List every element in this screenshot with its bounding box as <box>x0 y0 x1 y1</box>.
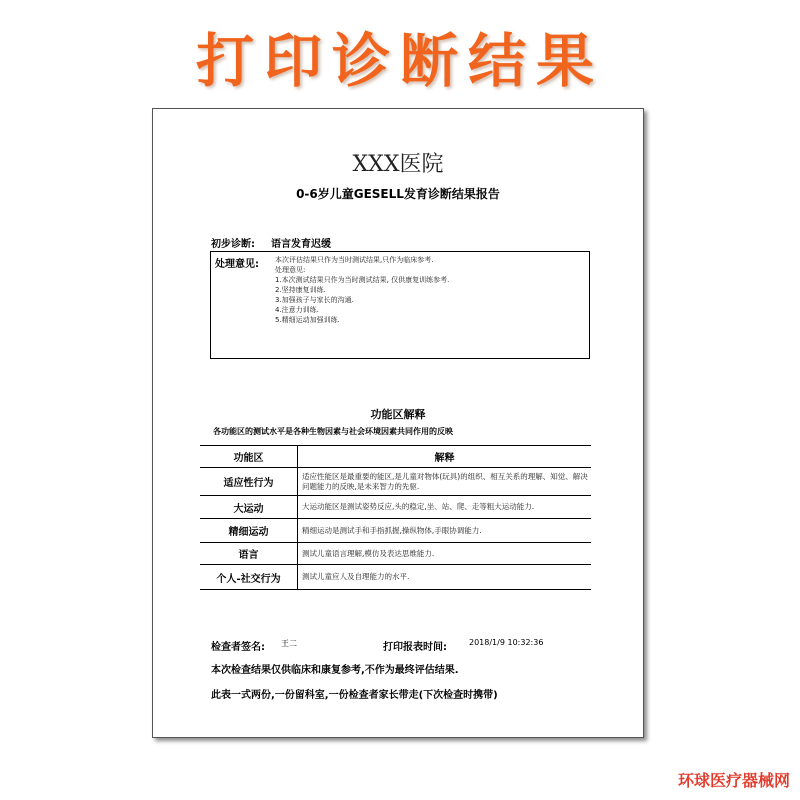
area-desc: 精细运动是测试手和手指抓握,操纵物体,手眼协调能力. <box>298 519 592 543</box>
report-page <box>152 108 644 738</box>
banner-title: 打印诊断结果 <box>195 27 604 95</box>
signature-value: 王二 <box>281 639 297 648</box>
diagnosis-value: 语言发育迟缓 <box>271 239 331 250</box>
area-desc: 测试儿童语言理解,模仿及表达思维能力. <box>298 543 592 565</box>
area-desc: 适应性能区是最重要的能区,是儿童对物体(玩具)的组织、相互关系的理解、知觉、解决问题能力的反映,是未来智力的先驱. <box>298 468 592 496</box>
hospital-name: XXX医院 <box>352 152 444 177</box>
opinion-line: 4.注意力训练. <box>275 306 319 314</box>
table-header-area: 功能区 <box>200 446 298 468</box>
opinion-line: 本次评估结果只作为当时测试结果,只作为临床参考. <box>275 256 434 264</box>
functional-area-title: 功能区解释 <box>370 408 426 421</box>
report-title: 0-6岁儿童GESELL发育诊断结果报告 <box>296 187 500 201</box>
opinion-line: 3.加强孩子与家长的沟通. <box>275 296 354 304</box>
print-time-value: 2018/1/9 10:32:36 <box>469 638 544 647</box>
print-time-label: 打印报表时间: <box>383 642 447 653</box>
area-name: 语言 <box>200 543 298 565</box>
area-name: 适应性行为 <box>200 468 298 496</box>
opinion-line: 1.本次测试结果只作为当时测试结果, 仅供康复训练参考. <box>275 276 450 284</box>
opinion-line: 5.精细运动加强训练. <box>275 316 340 324</box>
disclaimer-note: 本次检查结果仅供临床和康复参考,不作为最终评估结果. <box>211 665 459 676</box>
table-row <box>200 496 591 519</box>
area-name: 个人-社交行为 <box>200 565 298 590</box>
opinion-line: 处理意见: <box>275 266 306 274</box>
table-row <box>200 543 591 565</box>
copy-note: 此表一式两份,一份留科室,一份检查者家长带走(下次检查时携带) <box>211 690 498 701</box>
opinion-label: 处理意见: <box>215 259 259 270</box>
table-row <box>200 468 591 496</box>
table-row <box>200 565 591 590</box>
signature-label: 检查者签名: <box>211 642 265 653</box>
watermark: 环球医疗器械网 <box>677 771 790 790</box>
diagnosis-label: 初步诊断: <box>211 239 255 250</box>
table-row <box>200 519 591 543</box>
table-header-desc: 解释 <box>298 446 592 468</box>
area-desc: 测试儿童应人及自理能力的水平. <box>298 565 592 590</box>
area-desc: 大运动能区是测试姿势反应,头的稳定,坐、站、爬、走等粗大运动能力. <box>298 496 592 519</box>
opinion-box <box>210 251 590 359</box>
area-name: 大运动 <box>200 496 298 519</box>
functional-area-table <box>200 445 591 590</box>
functional-area-subtitle: 各功能区的测试水平是各种生物因素与社会环境因素共同作用的反映 <box>213 427 453 436</box>
opinion-text <box>275 255 449 325</box>
area-name: 精细运动 <box>200 519 298 543</box>
opinion-line: 2.坚持康复训练. <box>275 286 326 294</box>
